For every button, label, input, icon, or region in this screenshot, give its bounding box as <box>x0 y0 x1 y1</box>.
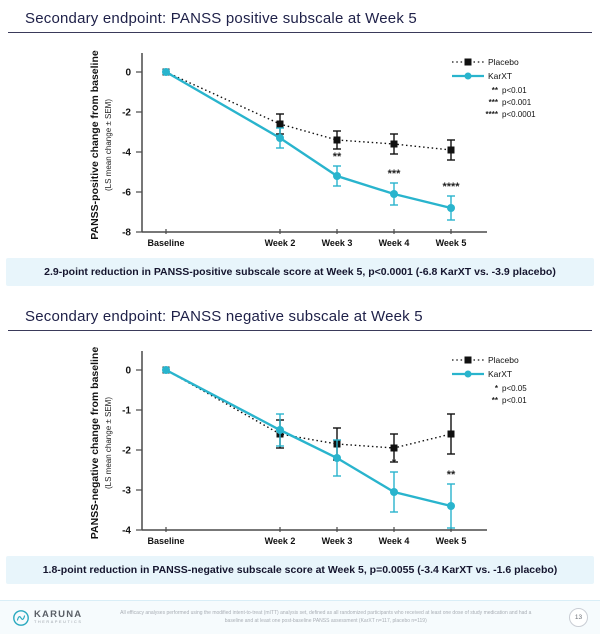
legend-label: KarXT <box>488 71 513 81</box>
legend-note-stars: *** <box>488 98 498 107</box>
series-line-placebo <box>166 72 451 150</box>
y-axis-label: PANSS-negative change from baseline <box>89 346 101 540</box>
y-tick-label: -2 <box>122 445 131 457</box>
legend-label: Placebo <box>488 57 519 67</box>
x-tick-label: Week 3 <box>321 238 353 248</box>
legend-label: KarXT <box>488 369 513 379</box>
panss-positive-chart <box>0 37 600 252</box>
y-axis-label: PANSS-positive change from baseline <box>89 50 101 240</box>
page-number-badge: 13 <box>569 608 588 627</box>
marker-square <box>391 141 398 148</box>
y-tick-label: 0 <box>125 67 131 79</box>
marker-circle <box>390 488 398 496</box>
marker-circle <box>447 502 455 510</box>
karuna-logo <box>12 609 83 627</box>
marker-square <box>448 147 455 154</box>
legend-note-stars: **** <box>485 110 498 119</box>
legend-note-text: p<0.05 <box>502 384 527 393</box>
legend-note-stars: ** <box>491 86 498 95</box>
legend-note-stars: * <box>494 384 498 393</box>
karuna-logo-icon <box>12 609 30 627</box>
y-tick-label: -1 <box>122 405 131 417</box>
y-tick-label: -4 <box>122 525 131 537</box>
marker-circle <box>333 454 341 462</box>
y-axis-sublabel: (LS mean change ± SEM) <box>104 397 113 489</box>
legend-label: Placebo <box>488 355 519 365</box>
legend-note-text: p<0.001 <box>502 98 532 107</box>
marker-square <box>277 121 284 128</box>
x-tick-label: Week 4 <box>378 238 410 248</box>
marker-circle <box>162 366 170 374</box>
marker-circle <box>276 134 284 142</box>
section-title-positive: Secondary endpoint: PANSS positive subscale at Week 5 <box>8 8 592 33</box>
section-title-negative: Secondary endpoint: PANSS negative subscale at Week 5 <box>8 306 592 331</box>
legend-marker <box>465 73 472 80</box>
x-tick-label: Week 5 <box>435 536 467 546</box>
y-tick-label: -3 <box>122 485 131 497</box>
marker-square <box>391 445 398 452</box>
y-tick-label: -2 <box>122 107 131 119</box>
methodology-footnote: All efficacy analyses performed using the modified intent-to-treat (mITT) analysis set, defined as all randomized participants who received at least one dose of study medication and had a baseline and at least one post-baseline PANSS assessment (KarXT n=117, placebo n=119) <box>120 610 532 624</box>
legend-note-text: p<0.01 <box>502 86 527 95</box>
panel-panss-negative <box>0 286 600 584</box>
y-tick-label: -4 <box>122 147 131 159</box>
key-result-positive: 2.9-point reduction in PANSS-positive subscale score at Week 5, p<0.0001 (-6.8 KarXT vs. -3.9 placebo) <box>6 258 594 286</box>
legend-note-text: p<0.01 <box>502 396 527 405</box>
significance-label: * <box>391 457 397 469</box>
marker-circle <box>333 172 341 180</box>
x-tick-label: Baseline <box>147 536 185 546</box>
marker-square <box>334 137 341 144</box>
significance-label: **** <box>442 181 460 193</box>
series-line-karxt <box>166 72 451 208</box>
marker-circle <box>447 204 455 212</box>
panss-negative-chart <box>0 335 600 550</box>
marker-circle <box>276 426 284 434</box>
significance-label: ** <box>446 469 456 481</box>
y-tick-label: 0 <box>125 365 131 377</box>
legend-note-stars: ** <box>491 396 498 405</box>
significance-label: ** <box>332 151 342 163</box>
x-tick-label: Baseline <box>147 238 185 248</box>
legend-marker <box>465 357 472 364</box>
footer <box>0 600 600 634</box>
significance-label: *** <box>387 168 401 180</box>
logo-subtitle: THERAPEUTICS <box>34 620 83 625</box>
legend-marker <box>465 59 472 66</box>
marker-circle <box>162 68 170 76</box>
x-tick-label: Week 3 <box>321 536 353 546</box>
x-tick-label: Week 2 <box>264 536 296 546</box>
x-tick-label: Week 2 <box>264 238 296 248</box>
series-line-karxt <box>166 370 451 506</box>
legend-note-text: p<0.0001 <box>502 110 536 119</box>
y-axis-sublabel: (LS mean change ± SEM) <box>104 99 113 191</box>
marker-circle <box>390 190 398 198</box>
logo-name: KARUNA <box>34 609 83 621</box>
x-tick-label: Week 4 <box>378 536 410 546</box>
key-result-negative: 1.8-point reduction in PANSS-negative subscale score at Week 5, p=0.0055 (-3.4 KarXT vs. -1.6 placebo) <box>6 556 594 584</box>
marker-square <box>448 431 455 438</box>
x-tick-label: Week 5 <box>435 238 467 248</box>
y-tick-label: -8 <box>122 227 131 239</box>
series-line-placebo <box>166 370 451 448</box>
y-tick-label: -6 <box>122 187 131 199</box>
legend-marker <box>465 371 472 378</box>
panel-panss-positive <box>0 0 600 286</box>
